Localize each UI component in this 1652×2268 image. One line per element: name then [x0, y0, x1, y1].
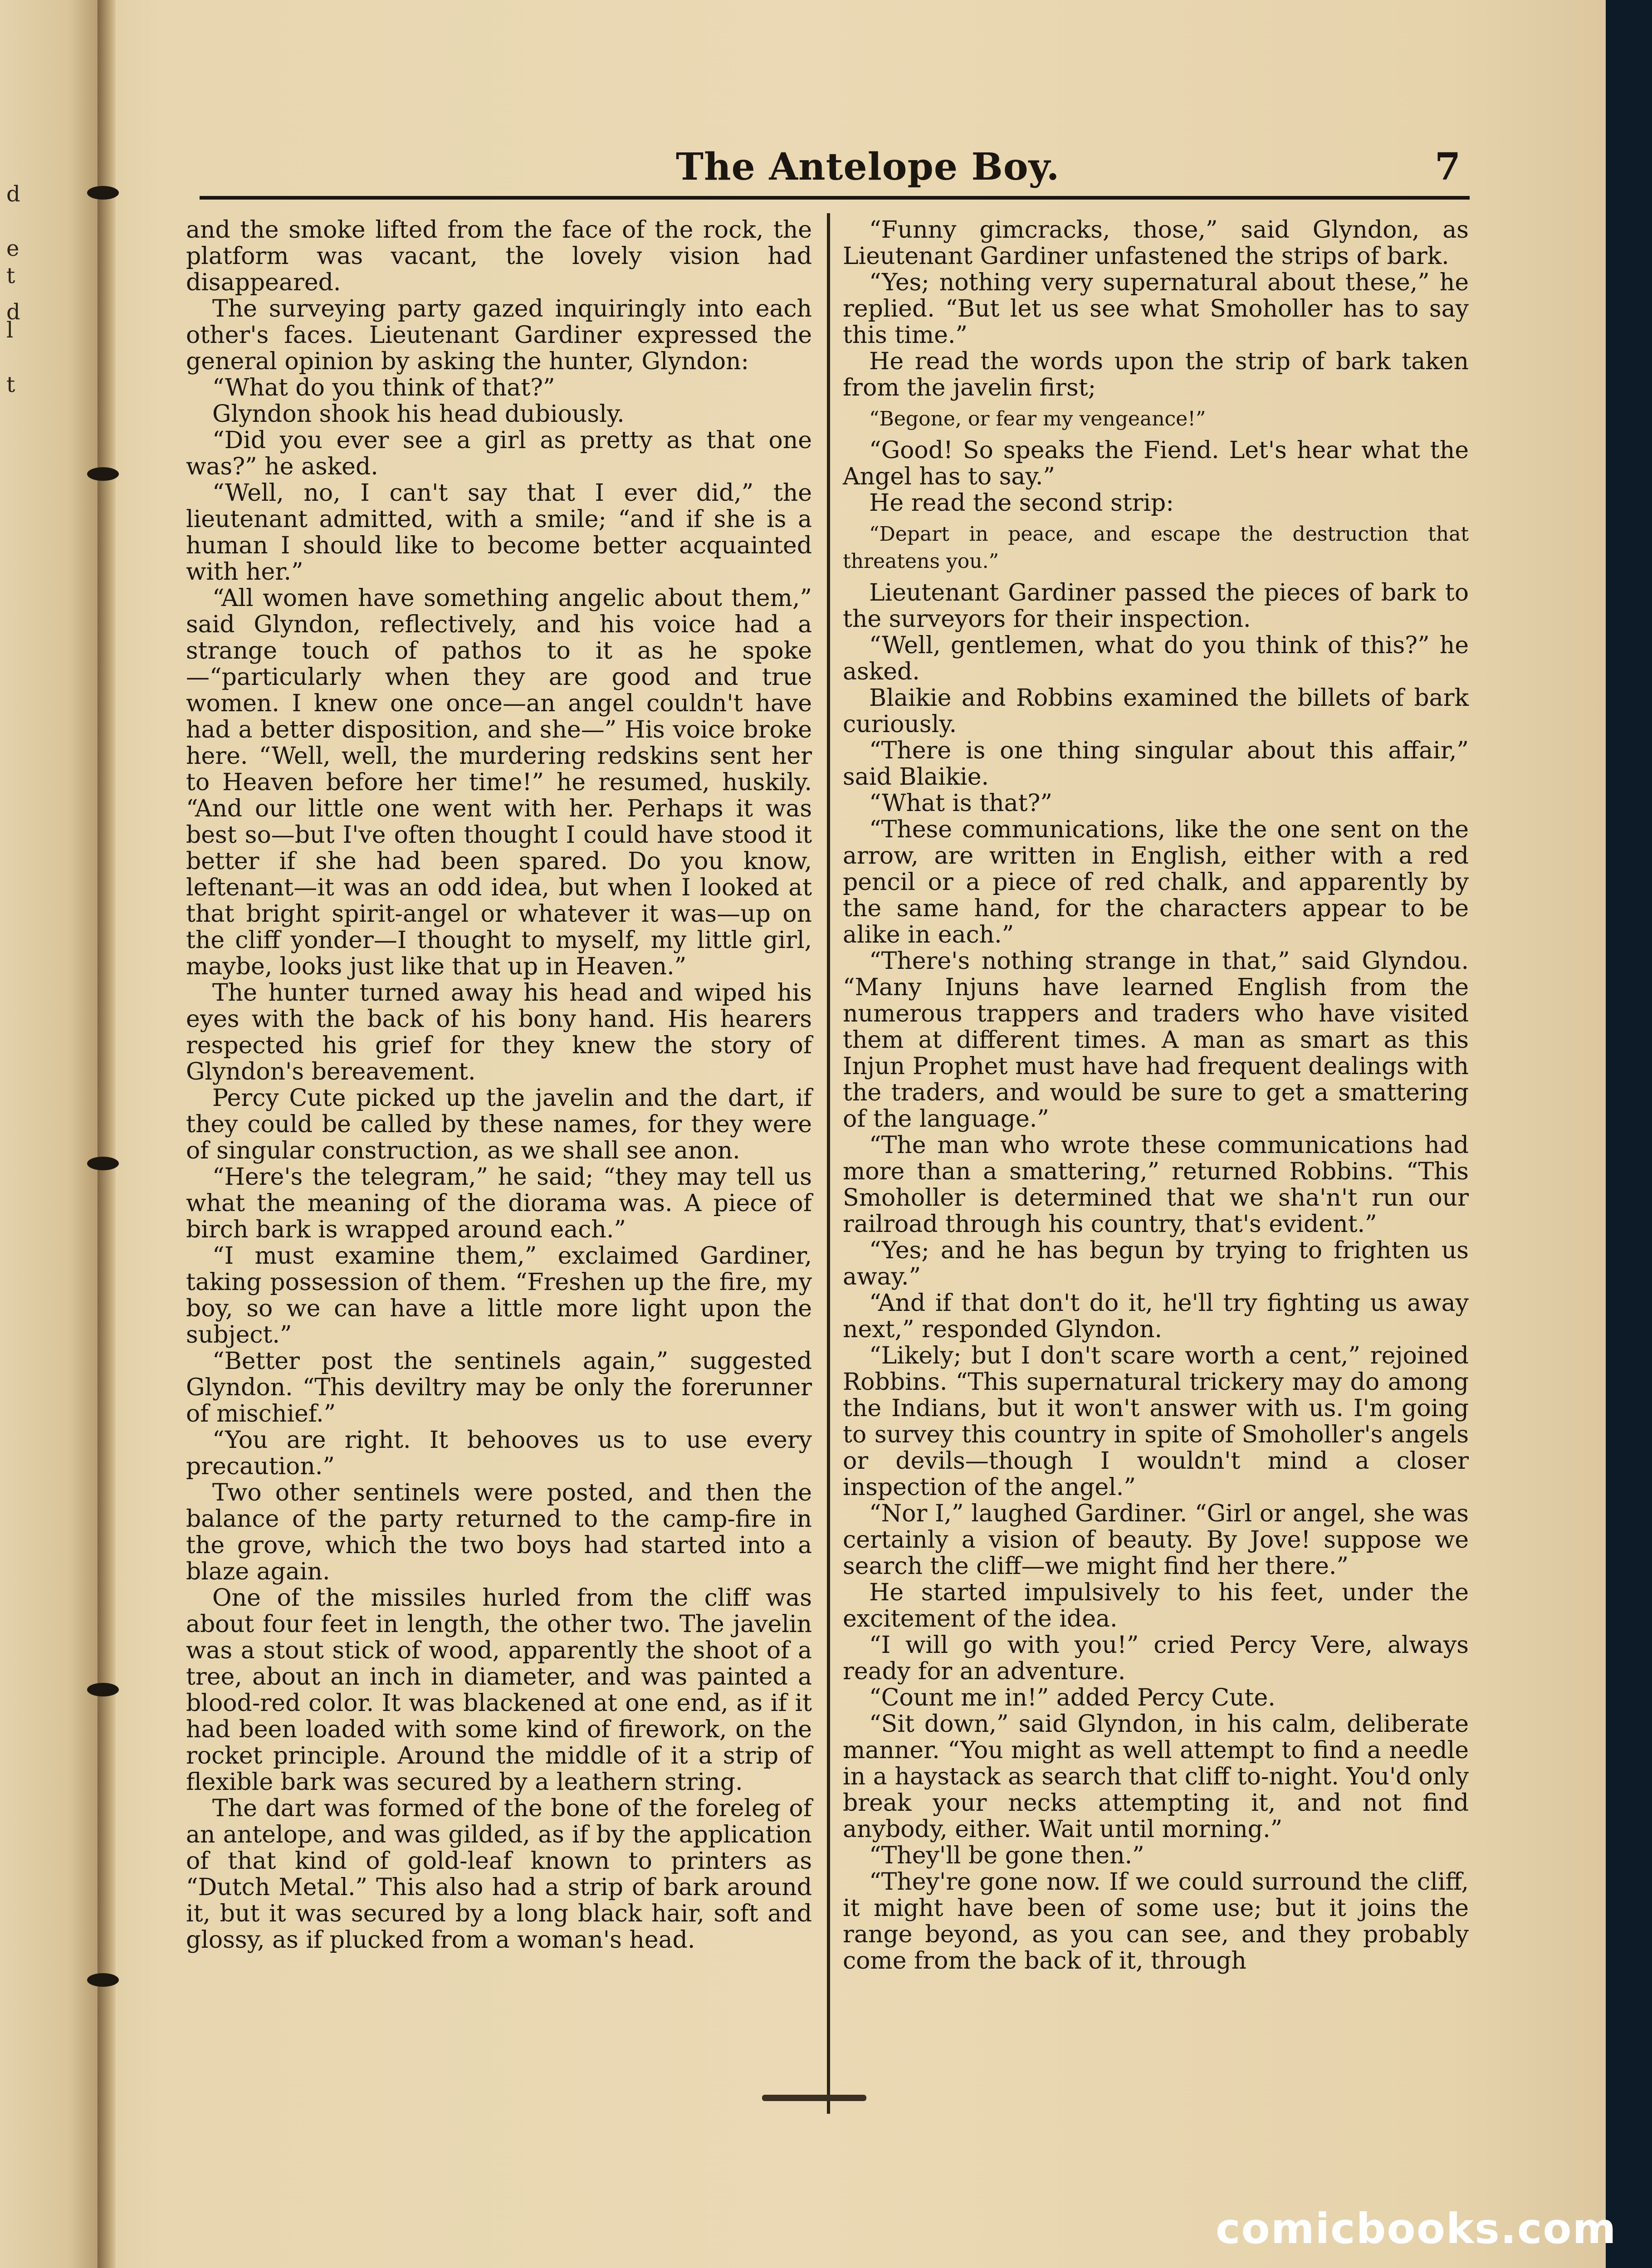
binding-stitch — [87, 467, 119, 481]
right-column — [843, 217, 1469, 1974]
paragraph: “Nor I,” laughed Gardiner. “Girl or angel, she was certainly a vision of beauty. By Jove! suppose we search the cliff—we might find her there.” — [843, 1500, 1469, 1580]
watermark: comicbooks.com — [1216, 2204, 1617, 2253]
binding-gutter — [98, 0, 116, 2268]
paragraph: and the smoke lifted from the face of the rock, the platform was vacant, the lovely vision had disappeared. — [186, 216, 812, 296]
paragraph: “What is that?” — [869, 790, 1052, 817]
quoted-message: “Depart in peace, and escape the destruction that threatens you.” — [843, 523, 1469, 573]
paragraph: “Funny gimcracks, those,” said Glyndon, as Lieutenant Gardiner unfastened the strips of bark. — [843, 216, 1469, 270]
binding-stitch — [87, 1157, 119, 1170]
header-rule — [200, 196, 1470, 200]
paragraph: He read the words upon the strip of bark taken from the javelin first; — [843, 348, 1469, 401]
paragraph: “The man who wrote these communications had more than a smattering,” returned Robbins. “This Smoholler is determined that we sha'n't run our railroad through his country, that's evident.” — [843, 1132, 1469, 1238]
ink-smudge — [762, 2095, 866, 2101]
paragraph: “There is one thing singular about this affair,” said Blaikie. — [843, 737, 1469, 791]
column-divider — [827, 213, 830, 2114]
paragraph: “Did you ever see a girl as pretty as that one was?” he asked. — [186, 427, 812, 480]
binding-stitch — [87, 1683, 119, 1696]
prev-page-fragment: l — [6, 318, 14, 343]
binding-stitch — [87, 186, 119, 200]
paragraph: Two other sentinels were posted, and then the balance of the party returned to the camp-fire in the grove, which the two boys had started into a blaze again. — [186, 1479, 812, 1585]
paragraph: “All women have something angelic about them,” said Glyndon, reflectively, and his voice had a strange touch of pathos to it as he spoke—“particularly when they are good and true women. I knew one once—an angel couldn't have had a better disposition, and she—” His voice broke here. “Well, well, the murdering redskins sent her to Heaven before her time!” he resumed, huskily. “And our little one went with her. Perhaps it was best so—but I've often thought I could have stood it better if she had been spared. Do you know, leftenant—it was an odd idea, but when I looked at that bright spirit-angel or whatever it was—up on the cliff yonder—I thought to myself, my little girl, maybe, looks just like that up in Heaven.” — [186, 585, 812, 980]
paragraph: “Sit down,” said Glyndon, in his calm, deliberate manner. “You might as well attempt to find a needle in a haystack as search that cliff to-night. You'd only break your necks attempting it, and not find anybody, either. Wait until morning.” — [843, 1711, 1469, 1843]
paragraph: “These communications, like the one sent on the arrow, are written in English, either with a red pencil or a piece of red chalk, and apparently by the same hand, for the characters appear to be alike in each.” — [843, 816, 1469, 948]
paragraph: “Count me in!” added Percy Cute. — [869, 1684, 1276, 1711]
page-number: 7 — [1434, 145, 1461, 189]
paragraph: He started impulsively to his feet, under the excitement of the idea. — [843, 1579, 1469, 1633]
paragraph: Percy Cute picked up the javelin and the dart, if they could be called by these names, for they were of singular construction, as we shall see anon. — [186, 1085, 812, 1164]
previous-page-edge — [0, 0, 100, 2268]
paragraph: Blaikie and Robbins examined the billets of bark curiously. — [843, 684, 1469, 738]
paragraph: “You are right. It behooves us to use every precaution.” — [186, 1427, 812, 1480]
paragraph: “Yes; and he has begun by trying to frighten us away.” — [843, 1237, 1469, 1290]
left-column — [186, 217, 812, 1953]
paragraph: “Likely; but I don't scare worth a cent,” rejoined Robbins. “This supernatural trickery may do among the Indians, but it won't answer with us. I'm going to survey this country in spite of Smoholler's angels or devils—though I wouldn't mind a closer inspection of the angel.” — [843, 1342, 1469, 1501]
prev-page-fragment: t — [6, 263, 15, 288]
prev-page-fragment: t — [6, 372, 15, 397]
paragraph: One of the missiles hurled from the cliff was about four feet in length, the other two. The javelin was a stout stick of wood, apparently the shoot of a tree, about an inch in diameter, and was painted a blood-red color. It was blackened at one end, as if it had been loaded with some kind of firework, on the rocket principle. Around the middle of it a strip of flexible bark was secured by a leathern string. — [186, 1584, 812, 1796]
prev-page-fragment: d — [6, 299, 20, 325]
paragraph: “Yes; nothing very supernatural about these,” he replied. “But let us see what Smoholler has to say this time.” — [843, 269, 1469, 349]
binding-stitch — [87, 1973, 119, 1987]
paragraph: “They'll be gone then.” — [869, 1842, 1144, 1869]
paragraph: “They're gone now. If we could surround the cliff, it might have been of some use; but it joins the range beyond, as you can see, and they probably come from the back of it, through — [843, 1868, 1469, 1975]
paragraph: “And if that don't do it, he'll try fighting us away next,” responded Glyndon. — [843, 1290, 1469, 1343]
paragraph: He read the second strip: — [869, 489, 1174, 517]
paragraph: “Here's the telegram,” he said; “they may tell us what the meaning of the diorama was. A piece of birch bark is wrapped around each.” — [186, 1163, 812, 1243]
paragraph: “Good! So speaks the Fiend. Let's hear what the Angel has to say.” — [843, 437, 1469, 490]
paragraph: “Well, no, I can't say that I ever did,” the lieutenant admitted, with a smile; “and if she is a human I should like to become better acquainted with her.” — [186, 479, 812, 586]
paragraph: Lieutenant Gardiner passed the pieces of bark to the surveyors for their inspection. — [843, 579, 1469, 633]
paragraph: The dart was formed of the bone of the foreleg of an antelope, and was gilded, as if by the application of that kind of gold-leaf known to printers as “Dutch Metal.” This also had a strip of bark around it, but it was secured by a long black hair, soft and glossy, as if plucked from a woman's head. — [186, 1795, 812, 1954]
paragraph: “I must examine them,” exclaimed Gardiner, taking possession of them. “Freshen up the fire, my boy, so we can have a little more light upon the subject.” — [186, 1242, 812, 1349]
paragraph: “I will go with you!” cried Percy Vere, always ready for an adventure. — [843, 1632, 1469, 1685]
paragraph: The hunter turned away his head and wiped his eyes with the back of his bony hand. His hearers respected his grief for they knew the story of Glyndon's bereavement. — [186, 979, 812, 1085]
running-header — [200, 145, 1470, 200]
prev-page-fragment: d — [6, 181, 20, 207]
paragraph: “Better post the sentinels again,” suggested Glyndon. “This deviltry may be only the forerunner of mischief.” — [186, 1348, 812, 1427]
prev-page-fragment: e — [6, 236, 20, 261]
quoted-message: “Begone, or fear my vengeance!” — [869, 407, 1206, 430]
paragraph: “Well, gentlemen, what do you think of this?” he asked. — [843, 632, 1469, 685]
paragraph: “There's nothing strange in that,” said Glyndou. “Many Injuns have learned English from the numerous trappers and traders who have visited them at different times. A man as smart as this Injun Prophet must have had frequent dealings with the traders, and would be sure to get a smattering of the language.” — [843, 948, 1469, 1133]
paragraph: “What do you think of that?” — [212, 374, 555, 401]
page-title: The Antelope Boy. — [676, 145, 1060, 189]
paragraph: Glyndon shook his head dubiously. — [212, 401, 625, 428]
paragraph: The surveying party gazed inquiringly into each other's faces. Lieutenant Gardiner expressed the general opinion by asking the hunter, Glyndon: — [186, 295, 812, 375]
